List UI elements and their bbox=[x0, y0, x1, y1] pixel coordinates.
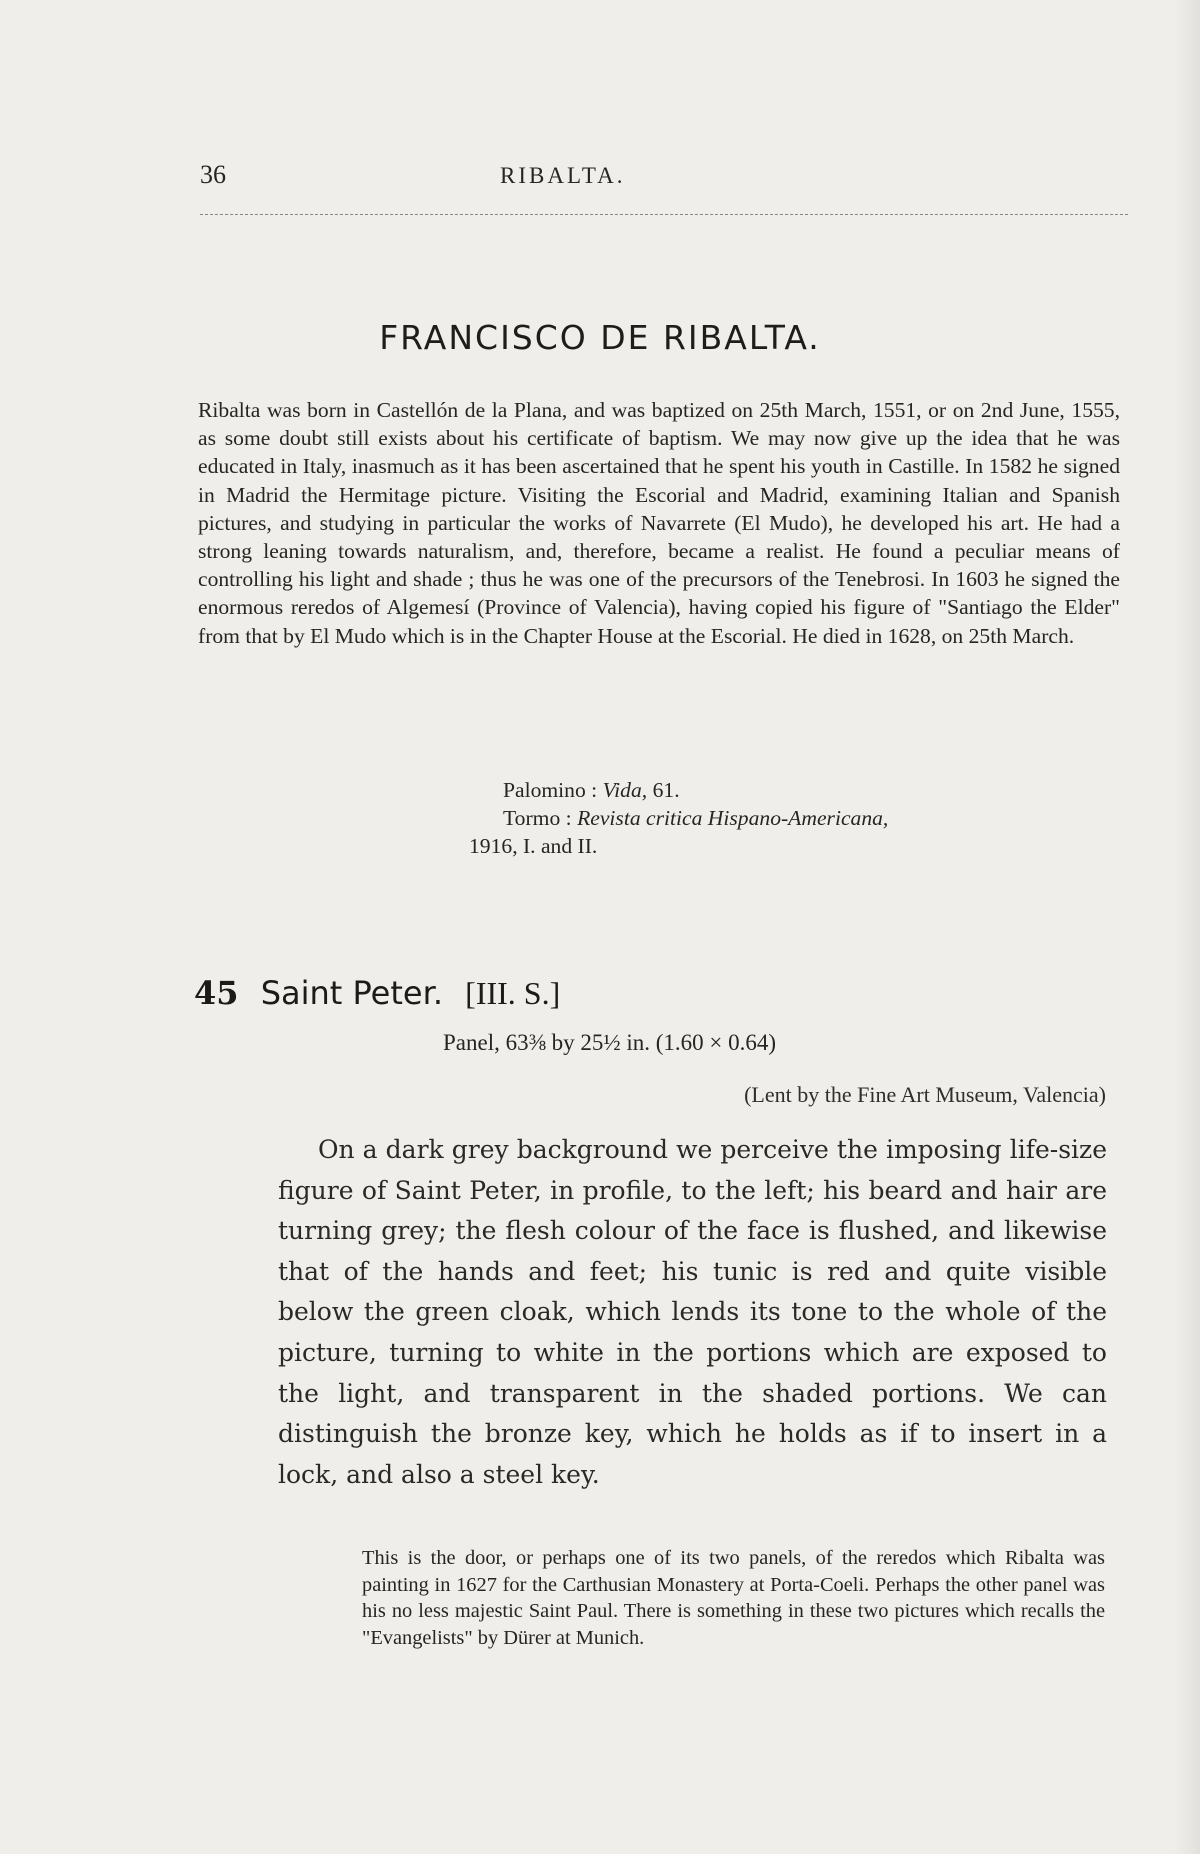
reference-work: Revista critica Hispano-Americana, bbox=[577, 806, 889, 831]
reference-tormo bbox=[503, 804, 1123, 832]
references bbox=[469, 776, 1123, 861]
lender-credit: (Lent by the Fine Art Museum, Valencia) bbox=[744, 1082, 1106, 1107]
reference-author: Palomino : bbox=[503, 778, 598, 802]
reference-palomino bbox=[503, 776, 1123, 804]
reference-work: Vida, bbox=[602, 778, 648, 802]
catalogue-number: 45 bbox=[194, 974, 239, 1012]
reference-author: Tormo : bbox=[503, 806, 572, 831]
catalogue-entry-heading bbox=[194, 974, 894, 1012]
header-rule bbox=[200, 214, 1128, 215]
painting-description: On a dark grey background we perceive the imposing life-size figure of Saint Peter, in profile, to the left; his beard and hair are turning grey; the flesh colour of the face is flushed, and likewise that of the hands and feet; his tunic is red and quite visible below the green cloak, which lends its tone to the whole of the picture, turning to white in the portions which are exposed to the light, and transparent in the shaded portions. We can distinguish the bronze key, which he holds as if to insert in a lock, and also a steel key. bbox=[278, 1135, 1107, 1489]
artist-heading: FRANCISCO DE RIBALTA. bbox=[379, 318, 821, 357]
painting-title: Saint Peter. bbox=[260, 974, 443, 1012]
reference-detail-line: 1916, I. and II. bbox=[469, 834, 598, 859]
reference-detail: 61. bbox=[652, 778, 680, 802]
page-number: 36 bbox=[200, 160, 226, 189]
room-reference: [III. S.] bbox=[465, 975, 561, 1011]
painting-note: This is the door, or perhaps one of its two panels, of the reredos which Ribalta was painting in 1627 for the Carthusian Monastery at Porta-Coeli. Perhaps the other panel was his no less majestic Saint Paul. There is something in these two pictures which recalls the "Evangelists" by Dürer at Munich. bbox=[362, 1547, 1105, 1649]
panel-dimensions: Panel, 63⅜ by 25½ in. (1.60 × 0.64) bbox=[443, 1030, 777, 1055]
page-edge-shadow bbox=[1174, 0, 1200, 1854]
artist-biography: Ribalta was born in Castellón de la Plana, and was baptized on 25th March, 1551, or on 2nd June, 1555, as some doubt still exists about his certificate of baptism. We may now give up the idea that he was educated in Italy, inasmuch as it has been ascertained that he spent his youth in Castille. In 1582 he signed in Madrid the Hermitage picture. Visiting the Escorial and Madrid, examining Italian and Spanish pictures, and studying in particular the works of Navarrete (El Mudo), he developed his art. He had a strong leaning towards naturalism, and, therefore, became a realist. He found a peculiar means of controlling his light and shade ; thus he was one of the precursors of the Tenebrosi. In 1603 he signed the enormous reredos of Algemesí (Province of Valencia), having copied his figure of "Santiago the Elder" from that by El Mudo which is in the Chapter House at the Escorial. He died in 1628, on 25th March. bbox=[198, 398, 1120, 648]
running-title: RIBALTA. bbox=[500, 163, 626, 188]
